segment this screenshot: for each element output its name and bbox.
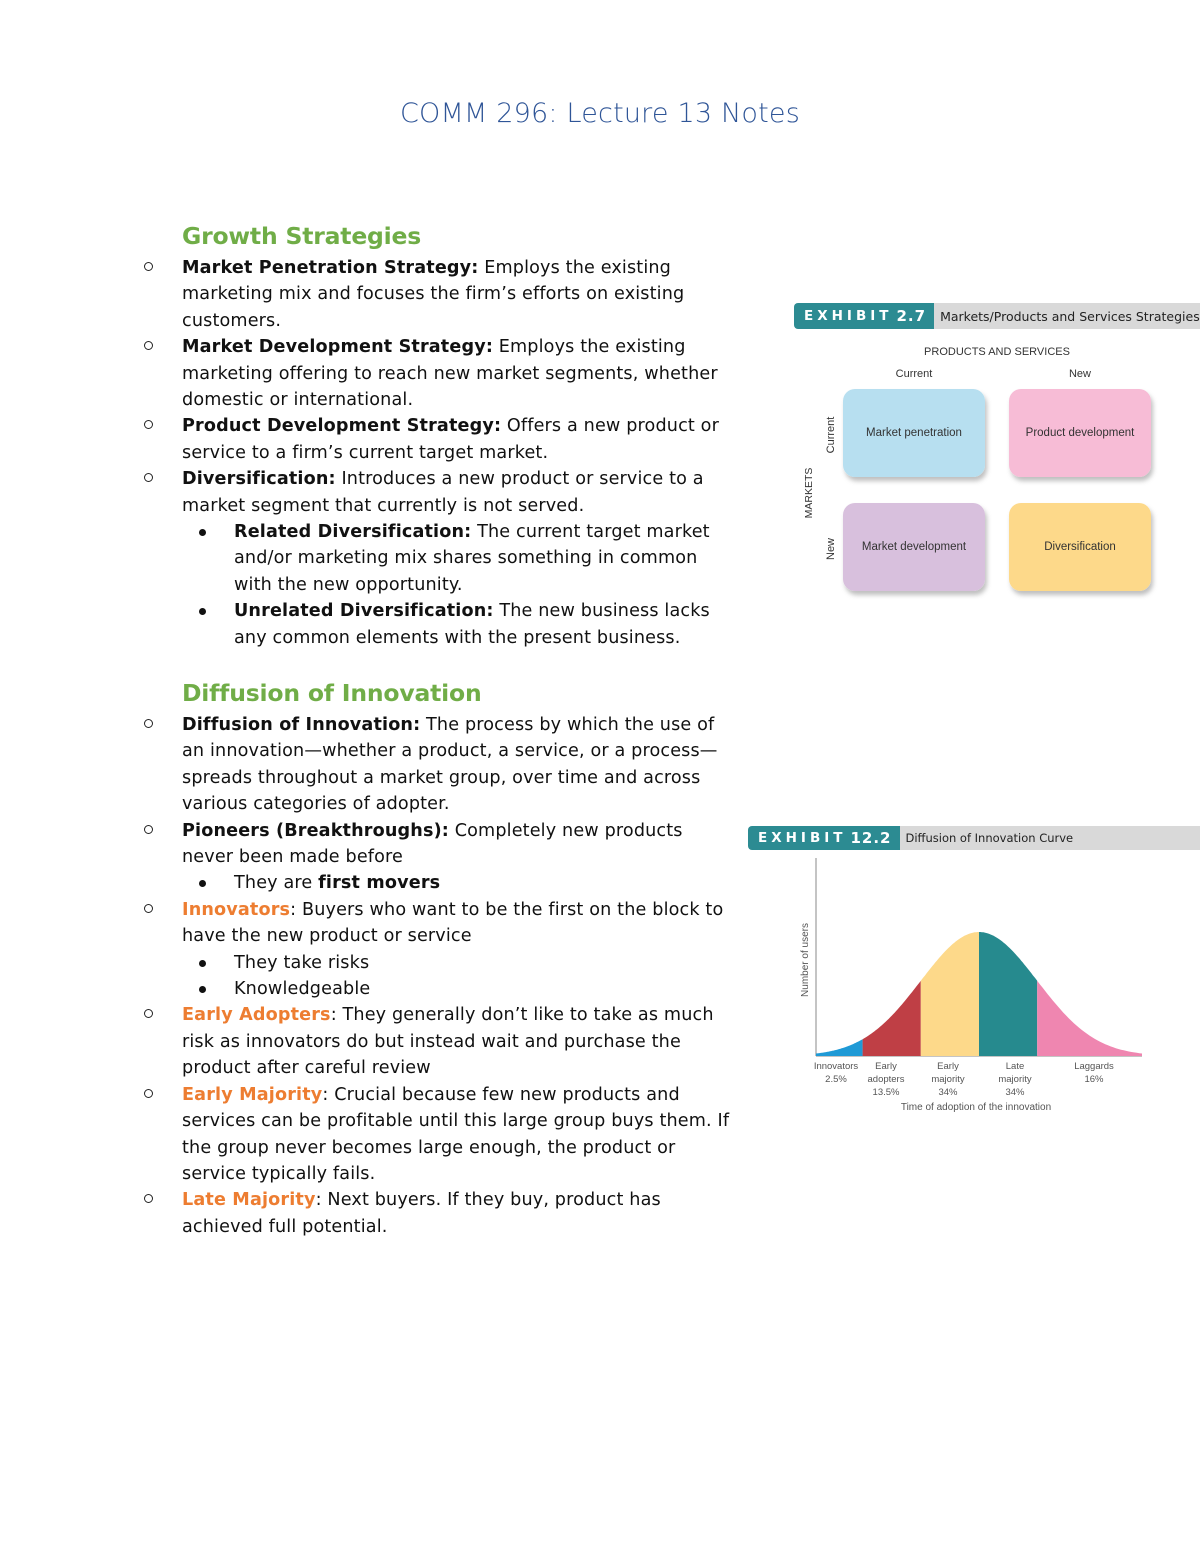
hollow-bullet-icon (144, 1089, 153, 1098)
segment-label-2-1: majority (931, 1074, 965, 1085)
hollow-bullet-icon (144, 262, 153, 271)
curve-segments (816, 932, 1142, 1056)
segment-label-0-0: Innovators (813, 1061, 859, 1072)
list-item: Innovators: Buyers who want to be the first on the block to have the new product or service (140, 897, 730, 950)
curve-segment-1 (863, 981, 921, 1056)
exhibit-header (794, 303, 1200, 329)
sub-list-item: They take risks (140, 950, 730, 976)
diffusion-curve-chart (748, 850, 1188, 1120)
segment-label-1-1: adopters (867, 1074, 905, 1085)
solid-bullet-icon (199, 529, 206, 536)
exhibit-caption: Diffusion of Innovation Curve (900, 826, 1200, 850)
row-current-label: Current (825, 416, 837, 454)
exhibit-tag: EXHIBIT 12.2 (748, 826, 900, 850)
products-services-label: PRODUCTS AND SERVICES (924, 346, 1070, 358)
row-new-label: New (825, 537, 837, 561)
exhibit-2-7-figure (794, 303, 1200, 613)
markets-label: MARKETS (803, 467, 815, 519)
hollow-bullet-icon (144, 420, 153, 429)
segment-label-4-1: 16% (1084, 1074, 1104, 1085)
x-axis-label: Time of adoption of the innovation (900, 1102, 1052, 1113)
list-item: Market Penetration Strategy: Employs the existing marketing mix and focuses the firm’s efforts on existing customers. (140, 255, 730, 334)
segment-label-0-1: 2.5% (825, 1074, 847, 1085)
hollow-bullet-icon (144, 719, 153, 728)
hollow-bullet-icon (144, 904, 153, 913)
diffusion-list (140, 712, 730, 1240)
sub-list-item: Related Diversification: The current target market and/or marketing mix shares something in common with the new opportunity. (140, 519, 730, 598)
segment-label-4-0: Laggards (1074, 1061, 1114, 1072)
hollow-bullet-icon (144, 825, 153, 834)
column-current-label: Current (895, 368, 933, 380)
curve-segment-2 (921, 932, 979, 1056)
hollow-bullet-icon (144, 473, 153, 482)
exhibit-header (748, 826, 1200, 850)
hollow-bullet-icon (144, 1009, 153, 1018)
segment-label-1-2: 13.5% (872, 1087, 900, 1098)
curve-segment-0 (816, 1039, 863, 1056)
list-item: Diversification: Introduces a new product or service to a market segment that currently is not served. (140, 466, 730, 519)
y-axis-label: Number of users (800, 923, 811, 997)
exhibit-tag: EXHIBIT 2.7 (794, 303, 934, 329)
market-penetration-label: Market penetration (866, 427, 962, 439)
growth-strategies-heading: Growth Strategies (182, 222, 422, 250)
list-item: Early Adopters: They generally don’t like to take as much risk as innovators do but instead wait and purchase the product after careful review (140, 1002, 730, 1081)
segment-label-2-2: 34% (938, 1087, 958, 1098)
solid-bullet-icon (199, 960, 206, 967)
exhibit-12-2-figure (748, 826, 1188, 1126)
column-new-label: New (1068, 368, 1092, 380)
curve-segment-3 (979, 932, 1037, 1056)
solid-bullet-icon (199, 986, 206, 993)
market-development-label: Market development (861, 541, 967, 553)
sub-list-item: Knowledgeable (140, 976, 730, 1002)
hollow-bullet-icon (144, 1194, 153, 1203)
segment-label-3-2: 34% (1005, 1087, 1025, 1098)
segment-label-3-0: Late (1005, 1061, 1025, 1072)
curve-segment-4 (1037, 981, 1142, 1056)
list-item: Late Majority: Next buyers. If they buy, product has achieved full potential. (140, 1187, 730, 1240)
diffusion-heading: Diffusion of Innovation (182, 679, 482, 707)
segment-label-2-0: Early (937, 1061, 959, 1072)
growth-strategies-section (140, 221, 730, 651)
exhibit-caption: Markets/Products and Services Strategies (934, 303, 1200, 329)
hollow-bullet-icon (144, 341, 153, 350)
sub-list-item: Unrelated Diversification: The new business lacks any common elements with the present business. (140, 598, 730, 651)
product-development-label: Product development (1025, 427, 1135, 439)
list-item: Pioneers (Breakthroughs): Completely new products never been made before (140, 818, 730, 871)
segment-label-1-0: Early (875, 1061, 897, 1072)
diversification-label: Diversification (1044, 541, 1116, 553)
segment-label-3-1: majority (998, 1074, 1032, 1085)
solid-bullet-icon (199, 608, 206, 615)
segment-labels (814, 1061, 1114, 1098)
growth-list (140, 255, 730, 651)
list-item: Diffusion of Innovation: The process by which the use of an innovation—whether a product, a service, or a process—spreads throughout a market group, over time and across various categories of adopter. (140, 712, 730, 818)
list-item: Early Majority: Crucial because few new products and services can be profitable until this large group buys them. If the group never becomes large enough, the product or service typically fails. (140, 1082, 730, 1188)
page-title: COMM 296: Lecture 13 Notes (399, 98, 801, 129)
sub-list-item: They are first movers (140, 870, 730, 896)
list-item: Market Development Strategy: Employs the existing marketing offering to reach new market segments, whether domestic or international. (140, 334, 730, 413)
solid-bullet-icon (199, 880, 206, 887)
diffusion-section (140, 678, 730, 1240)
list-item: Product Development Strategy: Offers a new product or service to a firm’s current target market. (140, 413, 730, 466)
strategy-matrix (794, 329, 1180, 613)
